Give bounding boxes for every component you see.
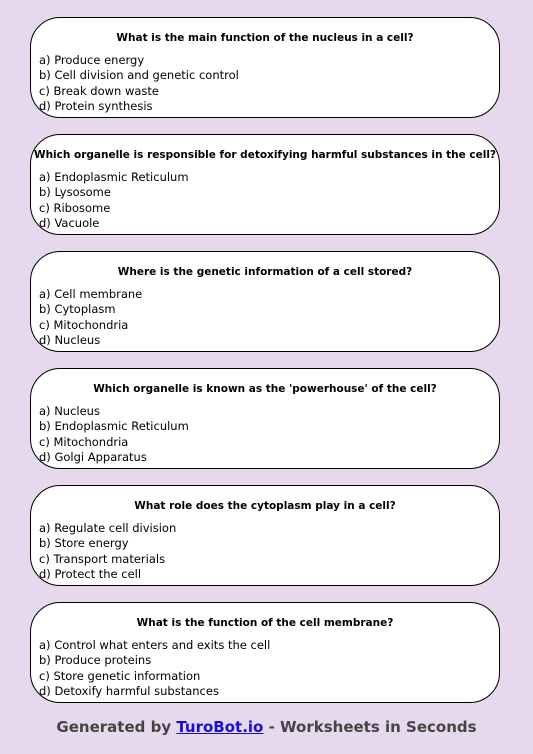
- question-text: What is the main function of the nucleus in a cell?: [116, 32, 414, 44]
- answer-option: a) Endoplasmic Reticulum: [39, 170, 189, 184]
- question-text: What is the function of the cell membrane?: [136, 617, 394, 629]
- question-text: What role does the cytoplasm play in a cell?: [134, 500, 396, 512]
- answer-option: b) Endoplasmic Reticulum: [39, 419, 189, 434]
- answer-options: [39, 404, 189, 465]
- answer-options: [39, 521, 176, 582]
- answer-option: d) Nucleus: [39, 332, 101, 347]
- answer-option: a) Cell membrane: [39, 287, 143, 301]
- answer-option: c) Ribosome: [39, 200, 111, 215]
- answer-option: d) Golgi Apparatus: [39, 449, 147, 464]
- question-card-5: [30, 485, 500, 586]
- answer-options: [39, 53, 239, 114]
- question-card-4: [30, 368, 500, 469]
- footer-prefix: Generated by: [56, 718, 177, 736]
- answer-option: c) Store genetic information: [39, 668, 201, 683]
- answer-option: a) Regulate cell division: [39, 521, 177, 535]
- footer-suffix: - Worksheets in Seconds: [263, 718, 477, 736]
- question-card-3: [30, 251, 500, 352]
- answer-option: a) Control what enters and exits the cell: [39, 638, 271, 652]
- question-text: Which organelle is responsible for detoxifying harmful substances in the cell?: [33, 149, 497, 161]
- question-card-1: [30, 17, 500, 118]
- question-text: Which organelle is known as the 'powerhouse' of the cell?: [93, 383, 437, 395]
- answer-option: b) Cell division and genetic control: [39, 68, 239, 83]
- answer-option: c) Mitochondria: [39, 434, 129, 449]
- answer-option: c) Break down waste: [39, 83, 159, 98]
- question-card-6: [30, 602, 500, 703]
- answer-option: b) Produce proteins: [39, 653, 152, 668]
- footer: [0, 718, 533, 736]
- answer-option: b) Lysosome: [39, 185, 111, 200]
- answer-option: b) Store energy: [39, 536, 129, 551]
- answer-options: [39, 170, 189, 231]
- answer-option: d) Protein synthesis: [39, 98, 153, 113]
- answer-option: d) Detoxify harmful substances: [39, 683, 219, 698]
- answer-options: [39, 638, 270, 699]
- answer-option: b) Cytoplasm: [39, 302, 116, 317]
- question-card-2: [30, 134, 500, 235]
- answer-option: c) Mitochondria: [39, 317, 129, 332]
- answer-option: c) Transport materials: [39, 551, 166, 566]
- answer-option: d) Protect the cell: [39, 566, 142, 581]
- answer-options: [39, 287, 142, 348]
- answer-option: a) Produce energy: [39, 53, 145, 67]
- question-text: Where is the genetic information of a cell stored?: [117, 266, 413, 278]
- answer-option: a) Nucleus: [39, 404, 100, 418]
- turobot-link[interactable]: TuroBot.io: [176, 718, 264, 736]
- answer-option: d) Vacuole: [39, 215, 100, 230]
